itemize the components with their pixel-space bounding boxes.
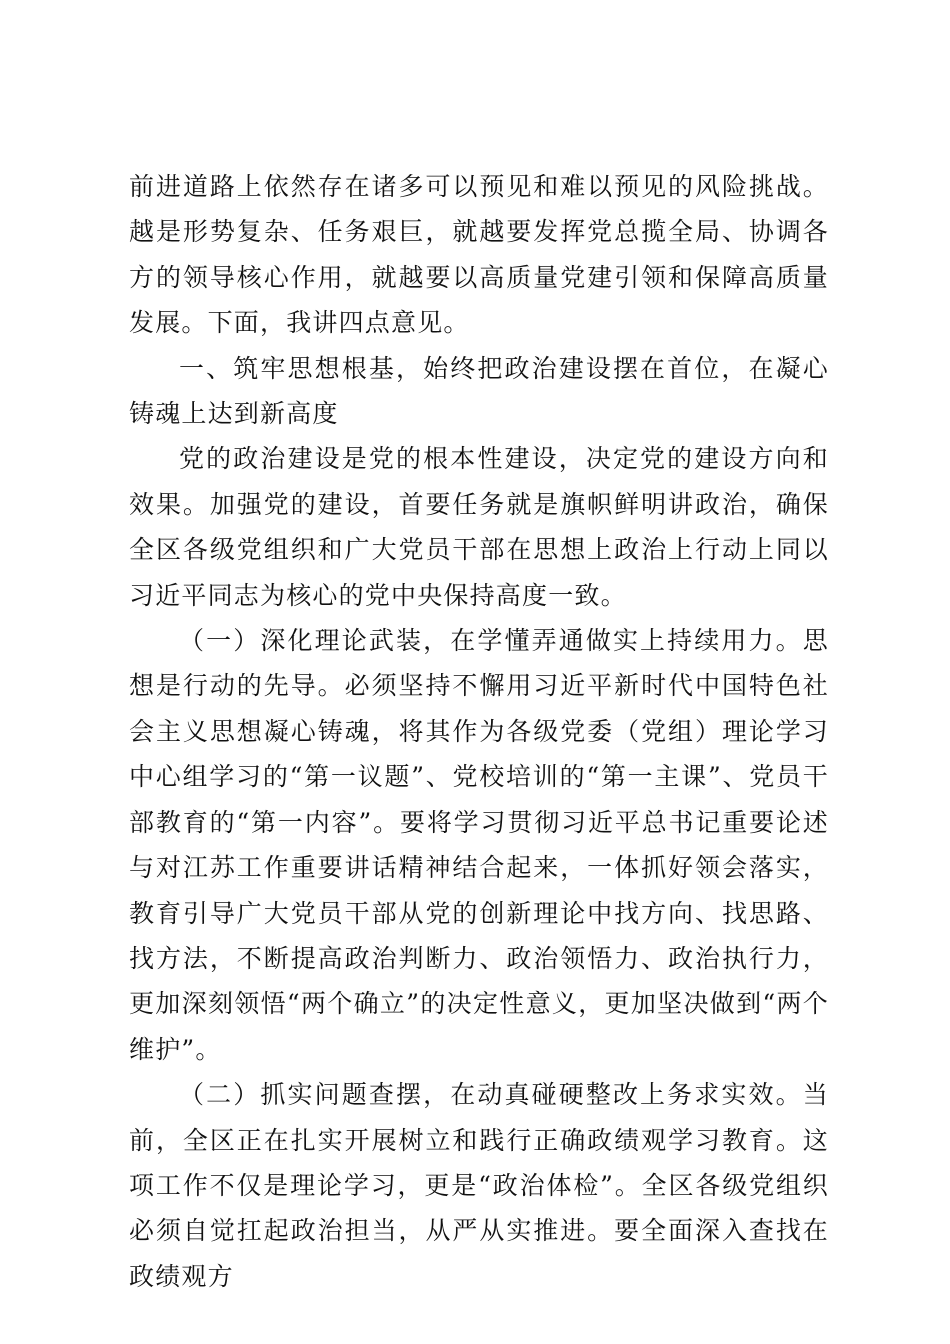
paragraph-problem-review: （二）抓实问题查摆，在动真碰硬整改上务求实效。当前，全区正在扎实开展树立和践行正确政绩观学习教育。这项工作不仅是理论学习，更是“政治体检”。全区各级党组织必须自觉扛起政治担当，从严从实推进。要全面深入查找在政绩观方: [129, 1080, 829, 1291]
paragraph-theory-arming: （一）深化理论武装，在学懂弄通做实上持续用力。思想是行动的先导。必须坚持不懈用习近平新时代中国特色社会主义思想凝心铸魂，将其作为各级党委（党组）理论学习中心组学习的“第一议题”、党校培训的“第一主课”、党员干部教育的“第一内容”。要将学习贯彻习近平总书记重要论述与对江苏工作重要讲话精神结合起来，一体抓好领会落实，教育引导广大党员干部从党的创新理论中找方向、找思路、找方法，不断提高政治判断力、政治领悟力、政治执行力，更加深刻领悟“两个确立”的决定性意义，更加坚决做到“两个维护”。: [129, 626, 829, 1064]
document-body: [129, 164, 829, 1299]
paragraph-intro: 前进道路上依然存在诸多可以预见和难以预见的风险挑战。越是形势复杂、任务艰巨，就越要发挥党总揽全局、协调各方的领导核心作用，就越要以高质量党建引领和保障高质量发展。下面，我讲四点意见。: [129, 172, 829, 338]
section-heading-1: 一、筑牢思想根基，始终把政治建设摆在首位，在凝心铸魂上达到新高度: [129, 353, 829, 429]
paragraph-political-building: 党的政治建设是党的根本性建设，决定党的建设方向和效果。加强党的建设，首要任务就是旗帜鲜明讲政治，确保全区各级党组织和广大党员干部在思想上政治上行动上同以习近平同志为核心的党中央保持高度一致。: [129, 444, 829, 610]
